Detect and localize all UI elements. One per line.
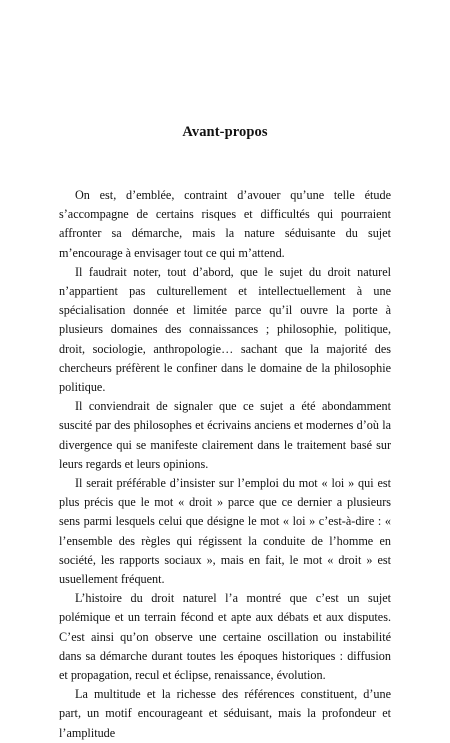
- paragraph: Il serait préférable d’insister sur l’emploi du mot « loi » qui est plus précis que le mot « droit » parce que ce dernier a plusieurs sens parmi lesquels celui que désigne le mot « loi » c’est-à-dire : « l’ensemble des règles qui régissent la conduite de l’homme en société, les rapports sociaux », mais en fait, le mot « droit » est usuellement fréquent.: [59, 476, 391, 587]
- page-title: Avant-propos: [182, 124, 268, 140]
- paragraph: Il faudrait noter, tout d’abord, que le sujet du droit naturel n’appartient pas culturellement et intellectuellement à une spécialisation donnée et limitée parce qu’il ouvre la porte à plusieurs domaines des connaissances ; philosophie, politique, droit, sociologie, anthropologie… sachant que la majorité des chercheurs préfèrent le confiner dans le domaine de la philosophie politique.: [59, 264, 391, 395]
- paragraph: La multitude et la richesse des références constituent, d’une part, un motif encourageant et séduisant, mais la profondeur et l’amplitude: [59, 687, 391, 740]
- paragraph: Il conviendrait de signaler que ce sujet a été abondamment suscité par des philosophes et écrivains anciens et modernes d’où la divergence qui se manifeste clairement dans le traitement basé sur leurs regards et leurs opinions.: [59, 399, 391, 471]
- paragraph: On est, d’emblée, contraint d’avouer qu’une telle étude s’accompagne de certains risques et difficultés qui pourraient affronter sa démarche, mais la nature séduisante du sujet m’encourage à envisager tout ce qui m’attend.: [59, 188, 391, 260]
- body-text: [59, 186, 391, 743]
- paragraph: L’histoire du droit naturel l’a montré que c’est un sujet polémique et un terrain fécond et apte aux débats et aux disputes. C’est ainsi qu’on observe une certaine oscillation ou instabilité dans sa démarche durant toutes les époques historiques : diffusion et propagation, recul et éclipse, renaissance, évolution.: [59, 591, 391, 683]
